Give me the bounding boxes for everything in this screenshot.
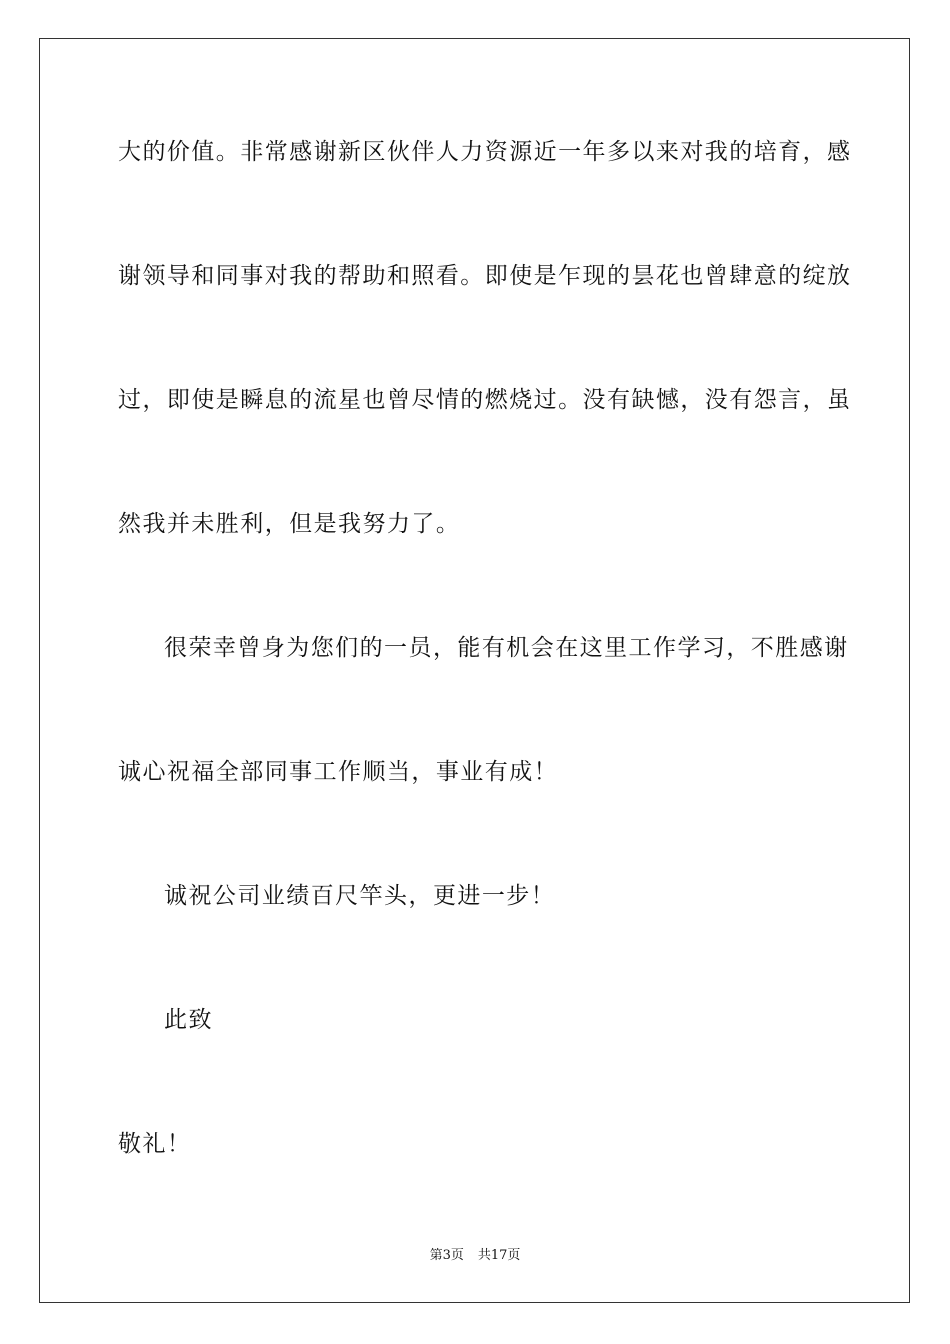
closing-salutation: 此致: [164, 1007, 213, 1033]
body-line-1: 大的价值。非常感谢新区伙伴人力资源近一年多以来对我的培育，感: [118, 139, 852, 165]
page-footer: [0, 1247, 950, 1265]
body-line-5: 很荣幸曾身为您们的一员，能有机会在这里工作学习，不胜感谢: [164, 635, 849, 661]
body-line-6: 诚心祝福全部同事工作顺当，事业有成！: [118, 759, 559, 785]
body-line-4: 然我并未胜利，但是我努力了。: [118, 511, 461, 537]
body-line-2: 谢领导和同事对我的帮助和照看。即使是乍现的昙花也曾肆意的绽放: [118, 263, 852, 289]
page-number: 第3页: [429, 1248, 464, 1263]
body-line-7: 诚祝公司业绩百尺竿头，更进一步！: [164, 883, 556, 909]
page-border: [39, 38, 910, 1303]
page-total: 共17页: [477, 1248, 521, 1263]
body-line-3: 过，即使是瞬息的流星也曾尽情的燃烧过。没有缺憾，没有怨言，虽: [118, 387, 852, 413]
closing-regards: 敬礼！: [118, 1131, 192, 1157]
